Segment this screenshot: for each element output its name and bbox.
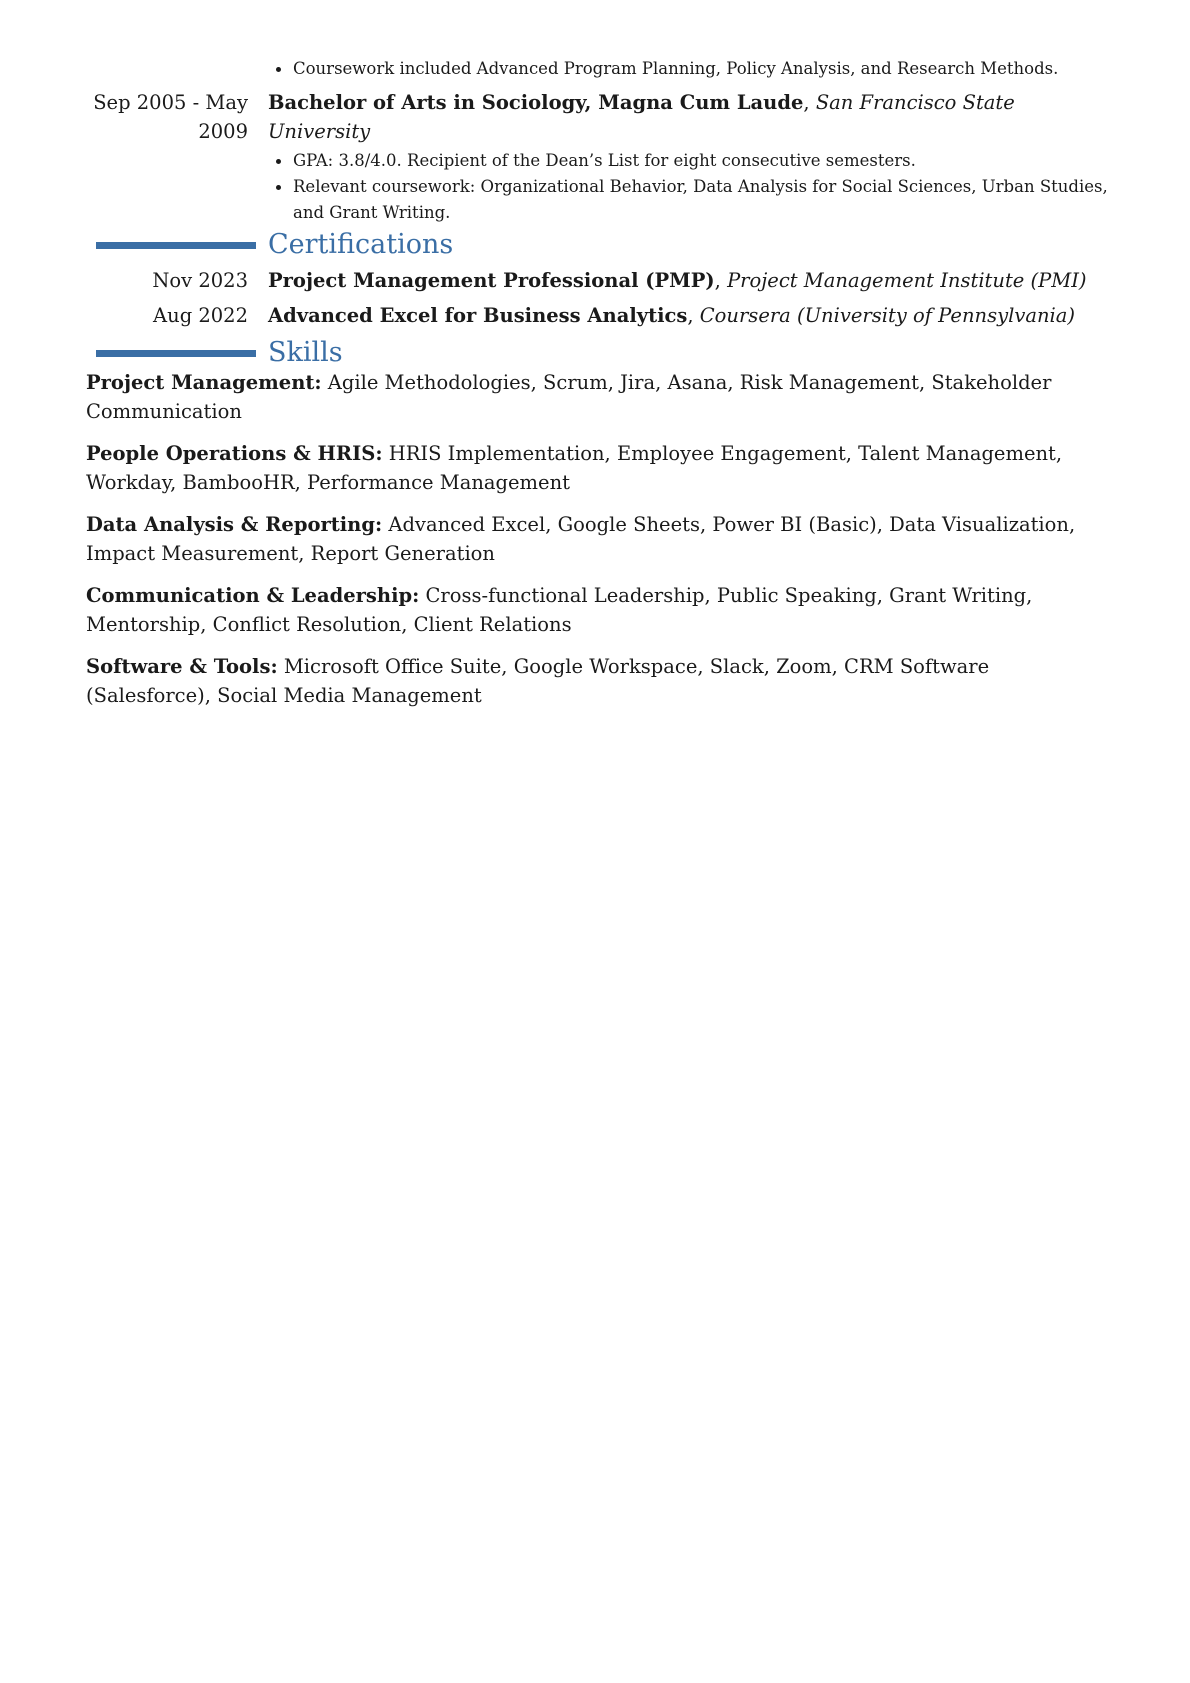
bullet-item: GPA: 3.8/4.0. Recipient of the Dean’s List for eight consecutive semesters. bbox=[293, 148, 1116, 174]
section-title: Certifications bbox=[268, 229, 454, 260]
certification-issuer: Project Management Institute (PMI) bbox=[727, 269, 1087, 292]
bullet-item: Coursework included Advanced Program Planning, Policy Analysis, and Research Methods. bbox=[293, 56, 1116, 82]
certification-entry: Aug 2022 Advanced Excel for Business Analytics, Coursera (University of Pennsylvania) bbox=[86, 301, 1116, 330]
skills-list bbox=[86, 368, 1116, 710]
skill-items: Microsoft Office Suite, Google Workspace, Slack, Zoom, CRM Software (Salesforce), Social Media Management bbox=[86, 655, 990, 707]
section-rule bbox=[96, 350, 256, 357]
skill-group bbox=[86, 439, 1116, 497]
institution-name: San Francisco State University bbox=[268, 91, 1015, 143]
skill-items: HRIS Implementation, Employee Engagement, Talent Management, Workday, BambooHR, Performance Management bbox=[86, 442, 1063, 494]
skill-items: Advanced Excel, Google Sheets, Power BI (Basic), Data Visualization, Impact Measurement, Report Generation bbox=[86, 513, 1076, 565]
bullet-list bbox=[268, 148, 1116, 226]
education-entry bbox=[86, 88, 1116, 226]
skill-items: Agile Methodologies, Scrum, Jira, Asana, Risk Management, Stakeholder Communication bbox=[86, 371, 1052, 423]
skill-label: Data Analysis & Reporting: bbox=[86, 513, 383, 536]
degree-title: Bachelor of Arts in Sociology, Magna Cum Laude bbox=[268, 91, 804, 114]
entry-date: Nov 2023 bbox=[152, 269, 248, 292]
section-rule bbox=[96, 242, 256, 249]
skill-label: People Operations & HRIS: bbox=[86, 442, 383, 465]
certification-entry: Nov 2023 Project Management Professional (PMP), Project Management Institute (PMI) bbox=[86, 266, 1116, 295]
skill-group bbox=[86, 510, 1116, 568]
skill-group bbox=[86, 581, 1116, 639]
entry-date: Aug 2022 bbox=[153, 304, 248, 327]
bullet-item: Relevant coursework: Organizational Behavior, Data Analysis for Social Sciences, Urban Studies, and Grant Writing. bbox=[293, 174, 1116, 226]
skill-items: Cross-functional Leadership, Public Speaking, Grant Writing, Mentorship, Conflict Resolution, Client Relations bbox=[86, 584, 1033, 636]
certification-issuer: Coursera (University of Pennsylvania) bbox=[699, 304, 1075, 327]
section-header-skills bbox=[86, 336, 1116, 370]
skill-group bbox=[86, 368, 1116, 426]
skill-label: Software & Tools: bbox=[86, 655, 278, 678]
section-header-certifications bbox=[86, 228, 1116, 262]
section-title: Skills bbox=[268, 337, 343, 368]
degree-headline: Bachelor of Arts in Sociology, Magna Cum Laude, San Francisco State University bbox=[268, 91, 1015, 143]
skill-group bbox=[86, 652, 1116, 710]
certification-name: Advanced Excel for Business Analytics bbox=[268, 304, 688, 327]
resume-page bbox=[86, 0, 1116, 723]
bullet-list bbox=[268, 56, 1116, 82]
entry-date: Sep 2005 - May 2009 bbox=[93, 91, 248, 143]
education-continued bbox=[86, 56, 1116, 82]
skill-label: Project Management: bbox=[86, 371, 322, 394]
certification-name: Project Management Professional (PMP) bbox=[268, 269, 715, 292]
skill-label: Communication & Leadership: bbox=[86, 584, 420, 607]
